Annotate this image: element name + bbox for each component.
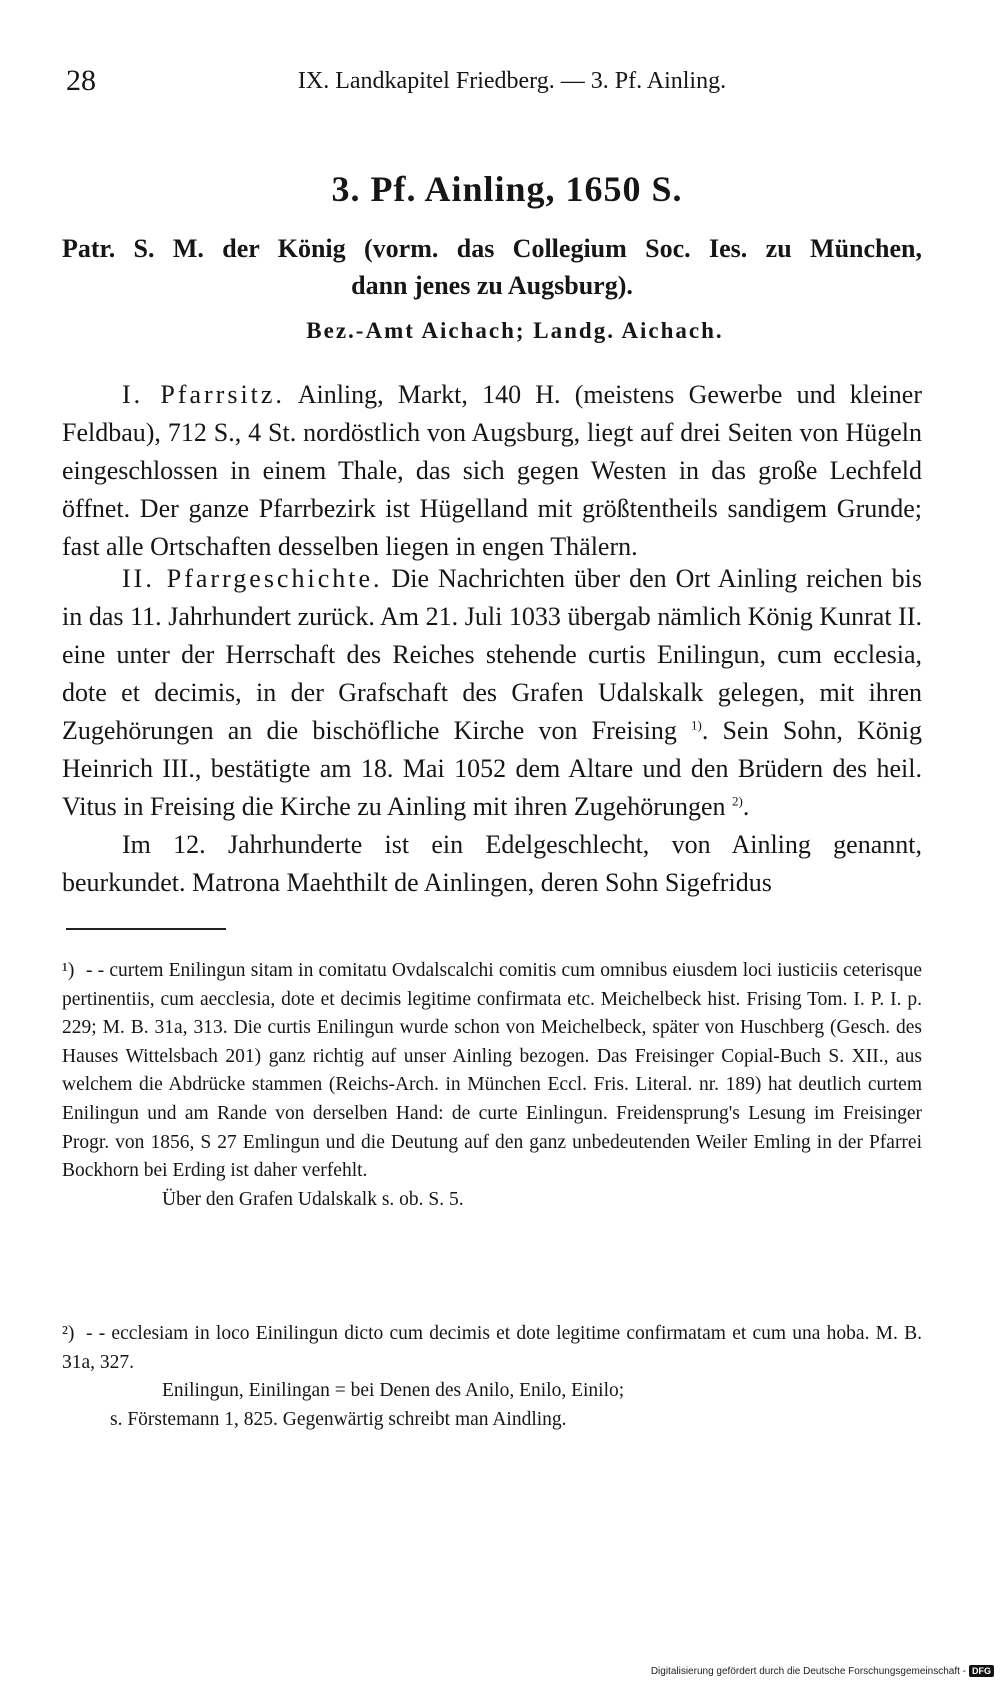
section-text: Die Nachrichten über den Ort Ainling reichen bis in das 11. Jahrhundert zurück. Am 21. Juli 1033 übergab nämlich König Kunrat II. eine unter der Herrschaft des Reiches stehende curtis Enilingun, cum ecclesia, dote et decimis, in der Grafschaft des Grafen Udalskalk gelegen, mit ihren Zugehörungen an die bischöfliche Kirche von Freising [62, 564, 923, 745]
page-number: 28 [66, 64, 96, 97]
footnote-mark: ¹) [62, 960, 75, 981]
section-text: . Sein Sohn, König Heinrich III., bestätigte am 18. Mai 1052 dem Altare und den Brüdern des heil. Vitus in Freising die Kirche zu Ainling mit ihren Zugehörungen [62, 716, 923, 821]
footnote-body: - - curtem Enilingun sitam in comitatu Ovdalscalchi comitis cum omnibus eiusdem loci iusticiis ceterisque pertinentiis, cum aecclesia, dote et decimis legitime confirmata etc. Meichelbeck hist. Frising Tom. I. P. I. p. 229; M. B. 31a, 313. Die curtis Enilingun wurde schon von Meichelbeck, später von Huschberg (Gesch. des Hauses Wittelsbach 201) ganz richtig auf unser Ainling bezogen. Das Freisinger Copial-Buch S. XII., aus welchem die Abdrücke stammen (Reichs-Arch. in München Eccl. Fris. Literal. nr. 189) hat deutlich curtem Enilingun und am Rande von derselben Hand: de curte Einlingun. Freidensprung's Lesung im Freisinger Progr. von 1856, S 27 Emlingun und die Deutung auf den ganz unbedeutenden Weiler Emling in der Pfarrei Bockhorn bei Erding ist daher verfehlt. [62, 960, 922, 1182]
footnote-1 [62, 957, 922, 1214]
section-pfarrgeschichte [62, 560, 922, 826]
section-continuation [62, 826, 922, 902]
footnote-ref: 1) [691, 717, 702, 733]
patron-line [62, 230, 922, 304]
footnote-divider [66, 928, 226, 930]
digitization-footer [651, 1662, 994, 1680]
section-pfarrsitz [62, 376, 922, 566]
page-title: 3. Pf. Ainling, 1650 S. [331, 169, 683, 209]
footnote-mark: ²) [62, 1323, 75, 1344]
paragraph: Im 12. Jahrhunderte ist ein Edelgeschlecht, von Ainling genannt, beurkundet. Matrona Maehthilt de Ainlingen, deren Sohn Sigefridus [62, 830, 922, 897]
district-line: Bez.-Amt Aichach; Landg. Aichach. [306, 318, 724, 343]
footnote-text [62, 1320, 922, 1377]
footer-text: Digitalisierung gefördert durch die Deutsche Forschungsgemeinschaft - [650, 1665, 966, 1677]
footnote-extra: Über den Grafen Udalskalk s. ob. S. 5. [162, 1188, 464, 1210]
running-head: IX. Landkapitel Friedberg. — 3. Pf. Ainling. [297, 68, 727, 94]
footnote-body: - - ecclesiam in loco Einilingun dicto cum decimis et dote legitime confirmatam et cum una hoba. M. B. 31a, 327. [62, 1323, 922, 1373]
footnote-text [62, 957, 922, 1186]
footnote-extra: Enilingun, Einilingan = bei Denen des Anilo, Enilo, Einilo; [162, 1380, 625, 1402]
section-text: . [742, 792, 750, 821]
paragraph [62, 560, 922, 826]
footnote-ref: 2) [732, 793, 743, 809]
dfg-logo-icon: DFG [969, 1665, 994, 1677]
section-heading: II. Pfarrgeschichte. [122, 564, 383, 593]
page-header [62, 64, 922, 108]
section-text: Ainling, Markt, 140 H. (meistens Gewerbe und kleiner Feldbau), 712 S., 4 St. nordöstlich von Augsburg, liegt auf drei Seiten von Hügeln eingeschlossen in einem Thale, das sich gegen Westen in das große Lechfeld öffnet. Der ganze Pfarrbezirk ist Hügelland mit größtentheils sandigem Grunde; fast alle Ortschaften desselben liegen in engen Thälern. [62, 380, 922, 561]
patron-line-1: Patr. S. M. der König (vorm. das Collegium Soc. Ies. zu München, [62, 234, 922, 263]
patron-line-2: dann jenes zu Augsburg). [351, 271, 633, 300]
footnote-extra: s. Förstemann 1, 825. Gegenwärtig schreibt man Aindling. [110, 1408, 567, 1430]
footnote-2 [62, 1320, 922, 1434]
paragraph [62, 376, 922, 566]
section-heading: I. Pfarrsitz. [122, 380, 285, 409]
